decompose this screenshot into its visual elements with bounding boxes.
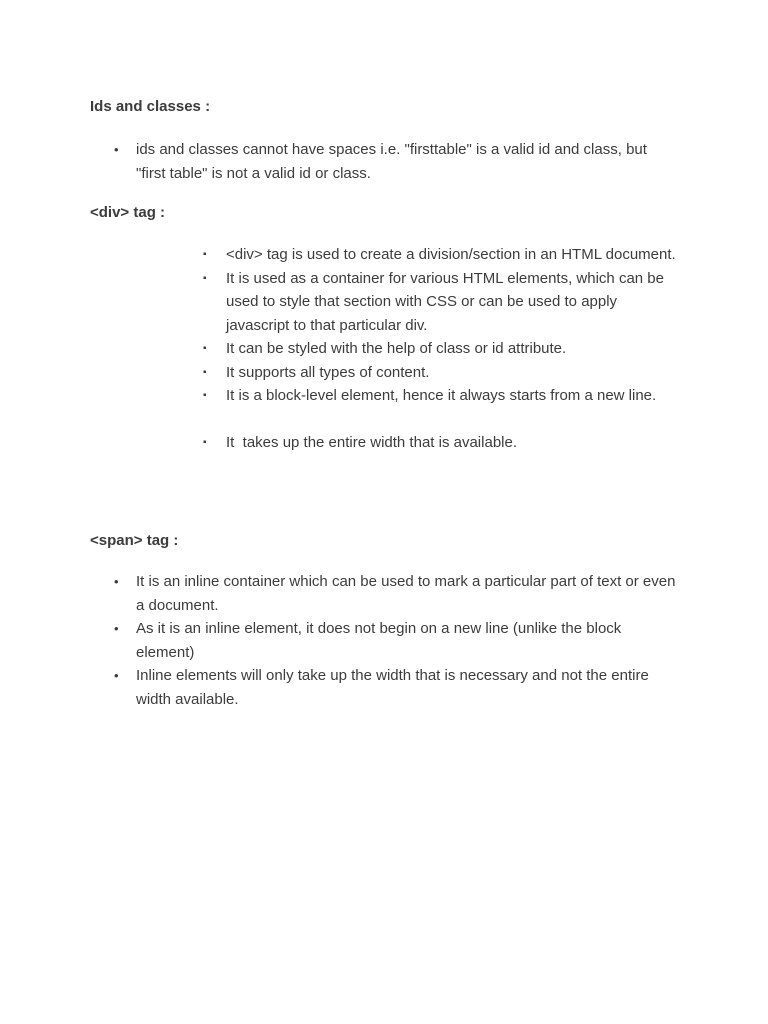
bullet-disc-icon: • [114,621,119,636]
bullet-square-icon: ▪ [203,436,207,448]
bullet-square-icon: ▪ [203,390,207,401]
list-item-text: It can be styled with the help of class or id attribute. [226,340,567,357]
list-item [203,361,676,385]
bullet-square-icon: ▪ [203,343,207,354]
list-ids [114,138,676,185]
bullet-disc-icon: • [114,574,119,589]
list-item-text: It is an inline container which can be used to mark a particular part of text or even a document. [136,573,676,614]
list-item-text: It takes up the entire width that is available. [226,433,517,451]
list-span [114,570,681,711]
bullet-square-icon: ▪ [203,272,207,284]
list-item [203,384,676,408]
list-item-text: Inline elements will only take up the width that is necessary and not the entire width available. [136,667,649,708]
list-item [114,570,681,617]
list-div [203,243,676,454]
bullet-disc-icon: • [114,142,119,157]
bullet-disc-icon: • [114,668,119,683]
heading-span-tag: <span> tag : [90,532,179,549]
list-item [203,243,676,267]
heading-div-tag: <div> tag : [90,204,166,221]
list-item [114,664,681,711]
list-item-text: It is used as a container for various HTML elements, which can be used to style that section with CSS or can be used to apply javascript to that particular div. [226,269,664,334]
list-item [203,431,676,455]
list-item-text: ids and classes cannot have spaces i.e. "firsttable" is a valid id and class, but "first table" is not a valid id or class. [136,141,647,182]
list-item-text: As it is an inline element, it does not begin on a new line (unlike the block element) [136,620,622,661]
list-item [203,337,676,361]
list-item-text: It is a block-level element, hence it always starts from a new line. [226,387,657,404]
list-item-text: It supports all types of content. [226,363,430,381]
bullet-square-icon: ▪ [203,366,207,378]
bullet-square-icon: ▪ [203,249,207,260]
list-item-text: <div> tag is used to create a division/section in an HTML document. [226,246,676,263]
list-item [114,138,676,185]
list-item [203,267,676,338]
list-item [114,617,681,664]
heading-ids-and-classes: Ids and classes : [90,98,211,115]
